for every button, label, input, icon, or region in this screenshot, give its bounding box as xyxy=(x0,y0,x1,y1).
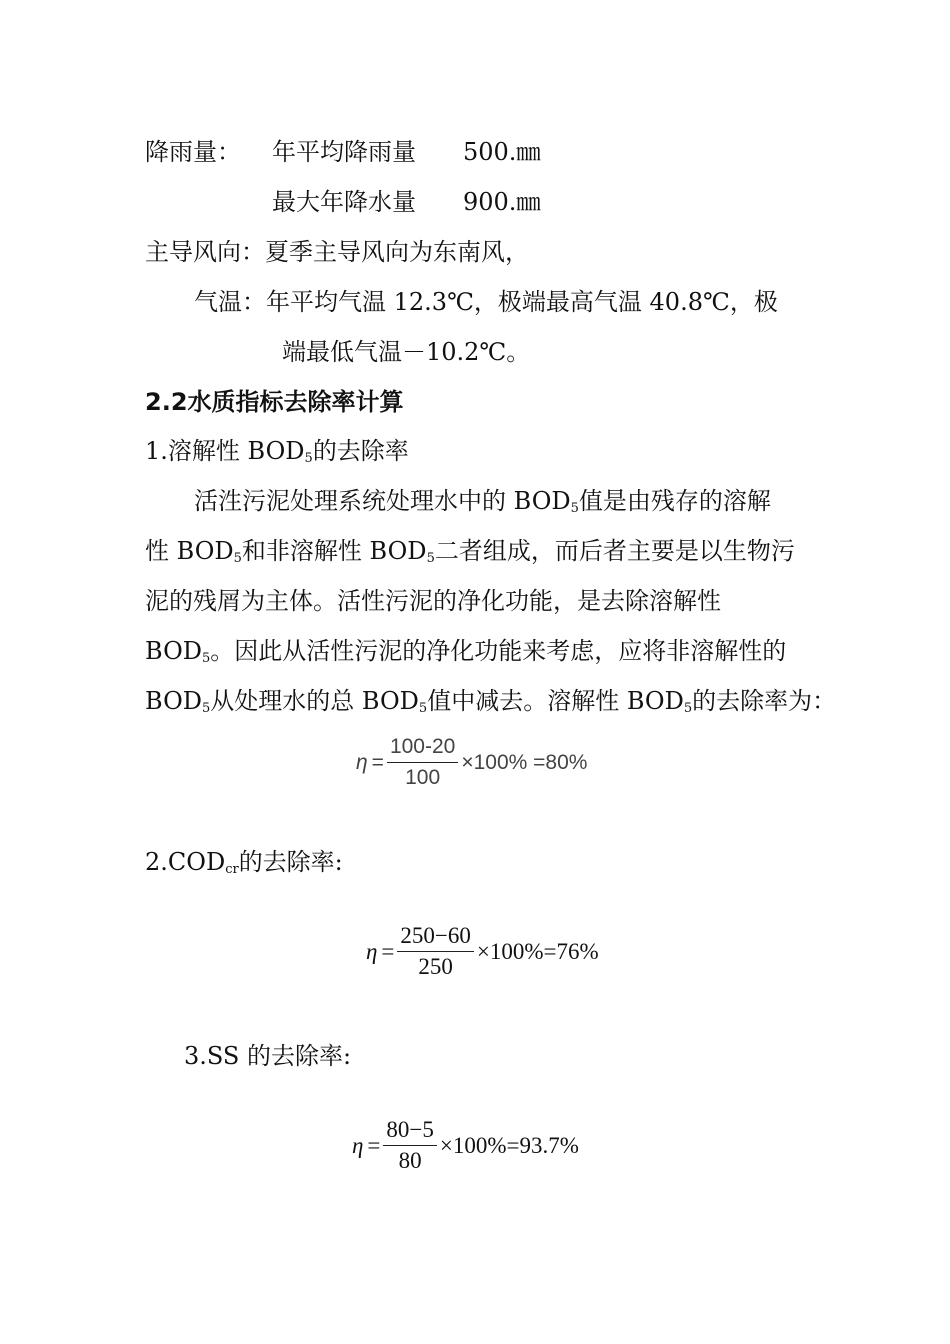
para-text: 的去除率为： xyxy=(692,687,837,715)
para-text: 二者组成，而后者主要是以生物污 xyxy=(434,537,795,565)
item-1-prefix: 1.溶解性 BOD xyxy=(145,437,305,465)
para-text: 从处理水的总 BOD xyxy=(210,687,419,715)
section-heading: 2.2水质指标去除率计算 xyxy=(145,388,404,416)
para-text: 性 BOD xyxy=(145,537,234,565)
item-3-title: 3.SS 的去除率: xyxy=(184,1042,352,1070)
equation-rest: ×100% =80% xyxy=(461,750,588,774)
item-1-title xyxy=(145,436,409,466)
para-text: 。因此从活性污泥的净化功能来考虑，应将非溶解性的 xyxy=(210,637,787,665)
item-2-suffix: 的去除率: xyxy=(238,848,343,876)
para-text: 活泩污泥处理系统处理水中的 BOD xyxy=(194,487,571,515)
fraction xyxy=(387,734,458,791)
item-1-suffix: 的去除率 xyxy=(312,437,409,465)
fraction xyxy=(397,923,473,980)
para-sub: 5 xyxy=(202,701,211,716)
temp-line-2: 端最低气温－10.2℃。 xyxy=(282,338,531,366)
equals-sign: = xyxy=(381,938,395,964)
item-2-sub: cr xyxy=(225,862,239,877)
eta-symbol: η xyxy=(356,750,368,774)
temp-line-1: 气温：年平均气温 12.3℃，极端最高气温 40.8℃，极 xyxy=(194,288,778,316)
rain-max-value: 900.㎜ xyxy=(463,188,541,216)
equation-2 xyxy=(366,923,599,980)
rain-avg-value: 500.㎜ xyxy=(463,138,541,166)
item-2-prefix: 2.COD xyxy=(145,848,226,876)
item-1-sub: 5 xyxy=(304,451,313,466)
para-text: 值中减去。溶解性 BOD xyxy=(427,687,684,715)
para-text: 和非溶解性 BOD xyxy=(241,537,427,565)
fraction xyxy=(383,1117,436,1174)
denominator: 80 xyxy=(398,1148,422,1173)
denominator: 100 xyxy=(405,766,441,789)
eta-symbol: η xyxy=(366,938,378,964)
para-line-2 xyxy=(145,536,795,566)
equals-sign: = xyxy=(371,750,384,774)
equals-sign: = xyxy=(367,1132,381,1158)
para-line-4 xyxy=(145,636,786,666)
denominator: 250 xyxy=(418,954,453,979)
para-text: 值是由残存的溶解 xyxy=(578,487,771,515)
rain-avg-label: 年平均降雨量 xyxy=(272,138,416,166)
para-sub: 5 xyxy=(418,701,428,716)
equation-1 xyxy=(356,734,587,791)
equation-3 xyxy=(352,1117,579,1174)
para-text: BOD xyxy=(145,687,202,715)
equation-rest: ×100%=76% xyxy=(476,938,599,964)
para-line-5 xyxy=(145,686,836,716)
para-text: 泥的残屑为主体。活性污泥的净化功能，是去除溶解性 xyxy=(145,587,721,615)
numerator: 100-20 xyxy=(387,734,458,763)
para-line-1 xyxy=(194,486,771,516)
para-sub: 5 xyxy=(683,701,693,716)
rain-label: 降雨量： xyxy=(145,138,241,166)
eta-symbol: η xyxy=(352,1132,364,1158)
para-text: BOD xyxy=(145,637,202,665)
para-sub: 5 xyxy=(202,651,211,666)
para-sub: 5 xyxy=(233,551,242,566)
rain-max-label: 最大年降水量 xyxy=(272,188,416,216)
numerator: 80−5 xyxy=(383,1117,436,1146)
para-sub: 5 xyxy=(570,501,579,516)
wind-line: 主导风向：夏季主导风向为东南风， xyxy=(145,238,529,266)
para-sub: 5 xyxy=(426,551,435,566)
item-2-title xyxy=(145,847,343,877)
equation-rest: ×100%=93.7% xyxy=(439,1132,579,1158)
para-line-3 xyxy=(145,586,721,616)
numerator: 250−60 xyxy=(397,923,473,952)
